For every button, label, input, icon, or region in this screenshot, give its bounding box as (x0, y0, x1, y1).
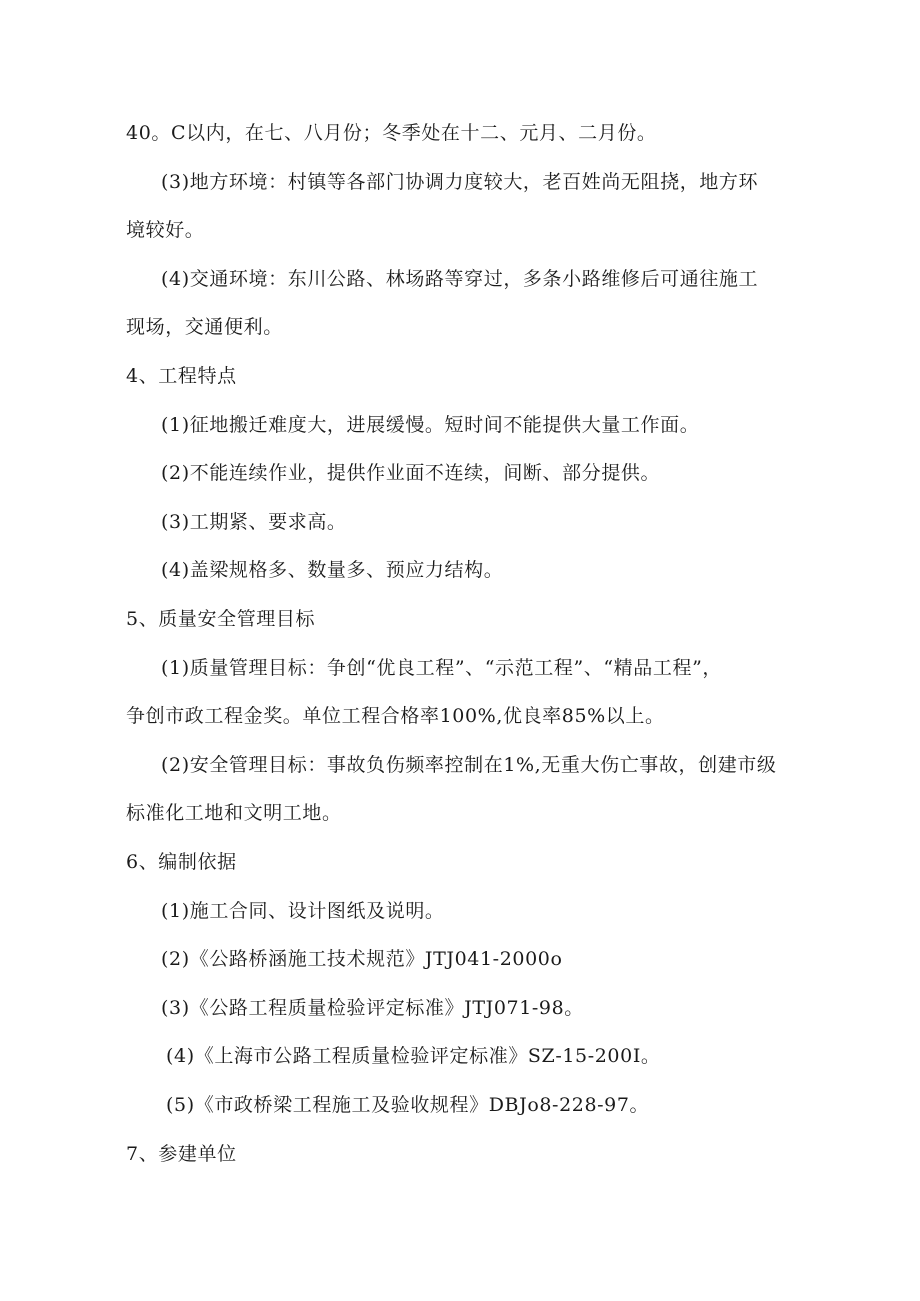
traffic-environment-line: (4)交通环境：东川公路、林场路等穿过，多条小路维修后可通往施工 (161, 268, 759, 290)
basis-item-2: (2)《公路桥涵施工技术规范》JTJ041-2000o (161, 948, 563, 970)
traffic-environment-line-cont: 现场，交通便利。 (126, 316, 283, 338)
section-heading-quality-safety-goals: 5、质量安全管理目标 (126, 608, 316, 630)
safety-goal-line: (2)安全管理目标：事故负伤频率控制在1%,无重大伤亡事故，创建市级 (161, 754, 777, 776)
local-environment-line-cont: 境较好。 (126, 219, 205, 241)
climate-temperature-line: 40。C以内，在七、八月份；冬季处在十二、元月、二月份。 (126, 122, 657, 144)
basis-item-1: (1)施工合同、设计图纸及说明。 (161, 900, 445, 922)
basis-item-3: (3)《公路工程质量检验评定标准》JTJ071-98。 (161, 997, 584, 1019)
section-heading-project-features: 4、工程特点 (126, 365, 237, 387)
quality-goal-line-cont: 争创市政工程金奖。单位工程合格率100%,优良率85%以上。 (126, 705, 665, 727)
section-heading-basis: 6、编制依据 (126, 851, 237, 873)
quality-goal-line: (1)质量管理目标：争创“优良工程”、“示范工程”、“精品工程”， (161, 657, 722, 679)
local-environment-line: (3)地方环境：村镇等各部门协调力度较大，老百姓尚无阻挠，地方环 (161, 171, 759, 193)
feature-item-2: (2)不能连续作业，提供作业面不连续，间断、部分提供。 (161, 462, 661, 484)
safety-goal-line-cont: 标准化工地和文明工地。 (126, 802, 342, 824)
section-heading-participants: 7、参建单位 (126, 1143, 237, 1165)
feature-item-3: (3)工期紧、要求高。 (161, 511, 347, 533)
feature-item-1: (1)征地搬迁难度大，进展缓慢。短时间不能提供大量工作面。 (161, 414, 700, 436)
basis-item-4: (4)《上海市公路工程质量检验评定标准》SZ-15-200I。 (166, 1045, 661, 1067)
basis-item-5: (5)《市政桥梁工程施工及验收规程》DBJo8-228-97。 (166, 1094, 650, 1116)
feature-item-4: (4)盖梁规格多、数量多、预应力结构。 (161, 559, 504, 581)
